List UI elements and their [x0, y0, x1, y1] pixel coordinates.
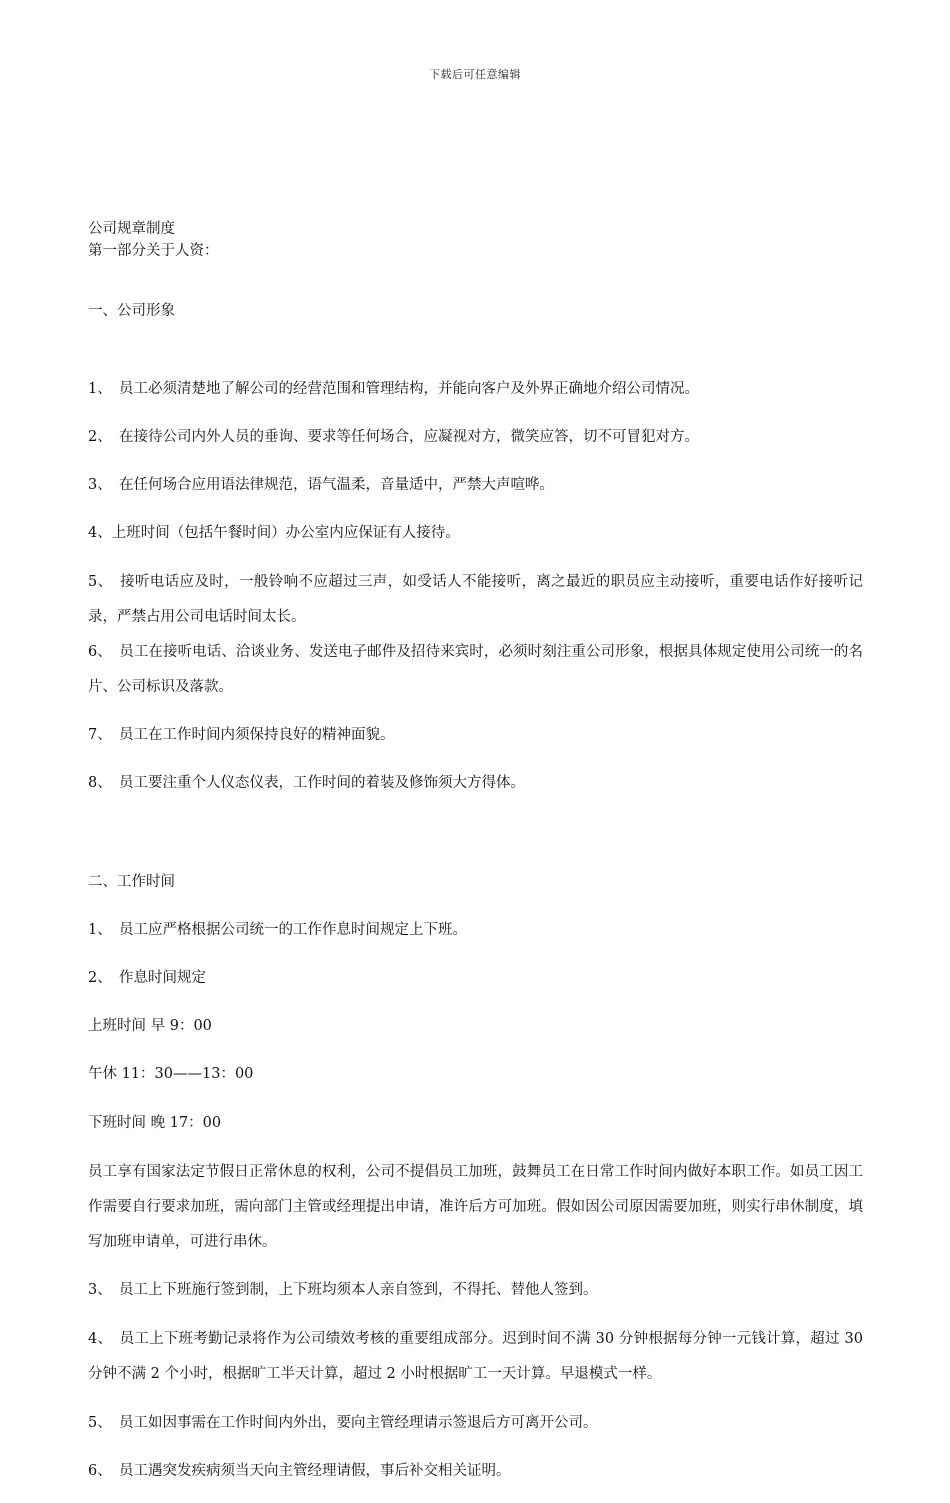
header-note: 下载后可任意编辑: [429, 68, 521, 81]
rule-item: 7、 员工在工作时间内须保持良好的精神面貌。: [88, 727, 395, 744]
rule-item: 3、 员工上下班施行签到制，上下班均须本人亲自签到，不得托、替他人签到。: [88, 1282, 598, 1299]
rule-item: 8、 员工要注重个人仪态仪表，工作时间的着装及修饰须大方得体。: [88, 775, 525, 792]
document-body: [88, 218, 863, 1503]
rule-item: 3、 在任何场合应用语法律规范，语气温柔，音量适中，严禁大声喧哗。: [88, 476, 554, 493]
section-heading-company-image: 一、公司形象: [88, 303, 175, 319]
schedule-end: 下班时间 晚 17：00: [88, 1114, 222, 1131]
overtime-paragraph: 员工享有国家法定节假日正常休息的权利，公司不提倡员工加班，鼓舞员工在日常工作时间内做好本职工作。如员工因工作需要自行要求加班，需向部门主管或经理提出申请，准许后方可加班。假如因公司原因需要加班，则实行串休制度，填写加班申请单，可进行串休。: [88, 1163, 863, 1250]
document-title: 公司规章制度: [88, 221, 175, 237]
schedule-lunch: 午休 11：30——13：00: [88, 1066, 254, 1083]
rule-item: 1、 员工应严格根据公司统一的工作作息时间规定上下班。: [88, 922, 467, 939]
schedule-start: 上班时间 早 9：00: [88, 1018, 212, 1035]
rule-item: 6、 员工遇突发疾病须当天向主管经理请假，事后补交相关证明。: [88, 1462, 511, 1479]
rule-item: 2、 在接待公司内外人员的垂询、要求等任何场合，应凝视对方，微笑应答，切不可冒犯对方。: [88, 428, 699, 445]
rule-item: 6、 员工在接听电话、洽谈业务、发送电子邮件及招待来宾时，必须时刻注重公司形象，根据具体规定使用公司统一的名片、公司标识及落款。: [88, 643, 863, 695]
rule-item: 2、 作息时间规定: [88, 970, 206, 987]
rule-item: 4、上班时间（包括午餐时间）办公室内应保证有人接待。: [88, 524, 460, 541]
section-heading-work-hours: 二、工作时间: [88, 874, 175, 891]
rule-item: 5、 接听电话应及时，一般铃响不应超过三声，如受话人不能接听，离之最近的职员应主动接听，重要电话作好接听记录，严禁占用公司电话时间太长。: [88, 573, 863, 625]
rule-item: 1、 员工必须清楚地了解公司的经营范围和管理结构，并能向客户及外界正确地介绍公司情况。: [88, 380, 699, 397]
rule-item: 4、 员工上下班考勤记录将作为公司绩效考核的重要组成部分。迟到时间不满 30 分钟根据每分钟一元钱计算，超过 30 分钟不满 2 个小时，根据旷工半天计算，超过 2 小时根据旷工一天计算。早退模式一样。: [88, 1331, 863, 1383]
rule-item: 5、 员工如因事需在工作时间内外出，要向主管经理请示签退后方可离开公司。: [88, 1414, 598, 1431]
document-subtitle: 第一部分关于人资：: [88, 243, 219, 259]
